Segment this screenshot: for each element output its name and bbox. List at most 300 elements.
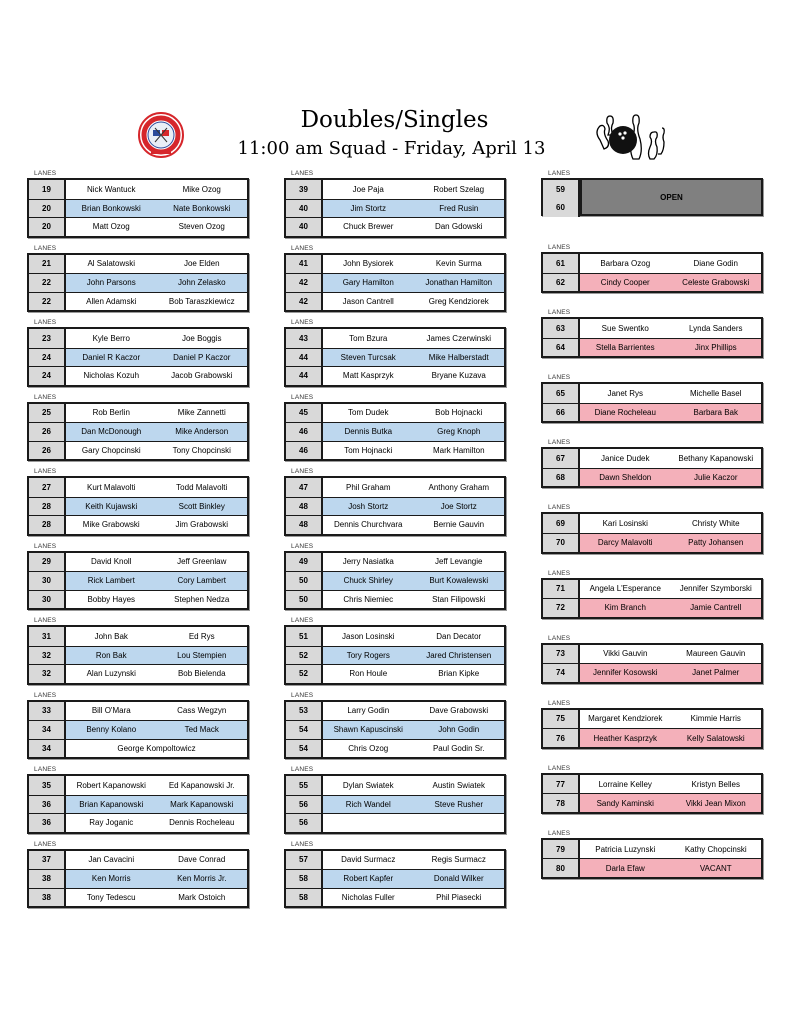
table-row [286,515,504,534]
lane-group [284,774,506,834]
bowler-name: Ed Rys [188,631,215,641]
table-row [286,646,504,665]
table-row [29,255,247,274]
bowler-name: Burt Kowalewski [414,572,505,590]
lane-number: 58 [286,870,323,888]
lane-group [284,551,506,611]
bowler-name: Dennis Butka [323,423,414,441]
bowler-name: Cass Wegzyn [177,706,227,716]
lane-group [541,578,763,619]
bowler-name: John Bak [94,631,128,641]
bowler-name: Nick Wantuck [86,184,136,194]
bowler-name: VACANT [671,859,762,877]
lanes-label: LANES [291,542,314,550]
bowler-name: Ted Mack [157,721,248,739]
bowler-name: Kelly Salatowski [671,729,762,747]
bowler-name: Austin Swiatek [432,780,485,790]
bowler-name: Janet Rys [607,388,644,398]
lanes-label: LANES [291,617,314,624]
bowler-name: Gary Hamilton [323,274,414,292]
bowler-name: Christy White [691,519,740,529]
lane-group [284,625,506,685]
table-row [286,571,504,590]
bowler-name: Rich Wandel [323,796,414,814]
table-row [29,571,247,590]
lanes-label: LANES [548,244,571,251]
bowler-name: Dave Grabowski [429,706,489,716]
bowler-name: Patricia Luzynski [595,844,656,854]
lanes-label: LANES [548,829,571,837]
bowler-name: Dan Gdowski [434,222,483,232]
lane-number: 79 [543,840,580,859]
lane-group [541,512,763,553]
bowler-name: Dan McDonough [66,423,157,441]
table-row [29,366,247,385]
lane-group [284,402,506,462]
bowler-name: Dan Decator [436,631,482,641]
bowler-name: Kristyn Belles [691,779,740,789]
bowler-name: Jerry Nasiatka [342,557,394,567]
table-row [29,888,247,907]
lane-group [284,849,506,909]
bowler-name: Phil Graham [346,482,391,492]
bowler-name: Janice Dudek [601,454,650,464]
bowler-name: David Surmacz [341,855,396,865]
table-row [543,449,761,468]
bowler-name: Kurt Malavolti [87,482,136,492]
lanes-label: LANES [34,244,57,252]
bowler-name: Dennis Churchvara [334,520,403,530]
bowler-name: Fred Rusin [414,200,505,218]
bowler-name: Chris Ozog [348,743,389,753]
bowler-name: Mike Anderson [157,423,248,441]
lane-number: 24 [29,349,66,367]
lane-number: 48 [286,516,323,534]
bowler-name: Alan Luzynski [86,669,136,679]
table-row [29,776,247,795]
table-row [29,795,247,814]
bowler-name: Todd Malavolti [176,482,228,492]
table-row [286,813,504,832]
lanes-label: LANES [34,542,57,550]
lane-group [541,252,763,293]
lanes-label: LANES [548,439,571,447]
lane-number: 24 [29,367,66,385]
lane-group [27,625,249,685]
bowler-name: Kevin Surma [435,259,482,269]
lane-number: 40 [286,200,323,218]
bowler-name: Paul Godin Sr. [432,743,485,753]
lanes-label: LANES [291,393,314,401]
bowler-name: Ed Kapanowski Jr. [168,780,235,790]
table-row [543,533,761,552]
bowler-name: Kim Branch [580,599,671,617]
bowler-name: Dylan Swiatek [342,780,394,790]
table-row [29,590,247,609]
bowler-name: Gary Chopcinski [81,445,141,455]
lane-number: 43 [286,329,323,348]
lane-number: 54 [286,740,323,758]
bowler-name: Joe Elden [183,259,220,269]
bowler-name: Stephen Nedza [174,594,230,604]
lane-number: 64 [543,339,580,357]
table-row [29,348,247,367]
lane-group [27,253,249,313]
lanes-label: LANES [548,504,571,512]
lane-number: 50 [286,591,323,609]
bowler-name: Matt Ozog [92,222,130,232]
table-row [286,422,504,441]
lane-group [27,327,249,387]
lane-number: 41 [286,255,323,274]
bowler-name: Benny Kolano [66,721,157,739]
bowler-name: Anthony Graham [428,482,489,492]
table-row [286,888,504,907]
bowler-name: Heather Kasprzyk [580,729,671,747]
lanes-label: LANES [291,319,314,326]
bowler-name: Daniel P Kaczor [157,349,248,367]
bowler-name: Jamie Cantrell [671,599,762,617]
bowler-name: Patty Johansen [671,534,762,552]
table-row [286,702,504,721]
bowler-name: John Godin [414,721,505,739]
bowler-name: Larry Godin [347,706,390,716]
lane-number: 71 [543,580,580,599]
bowler-name: Cindy Cooper [580,274,671,292]
lanes-label: LANES [34,319,57,326]
lane-number: 20 [29,200,66,218]
bowler-name: Lynda Sanders [688,323,743,333]
table-row [286,869,504,888]
table-row [286,739,504,758]
table-row [29,720,247,739]
table-row [286,664,504,683]
table-row [286,795,504,814]
bowler-name: Barbara Bak [671,404,762,422]
bowler-name-empty [323,814,504,832]
bowler-name: George Kompoltowicz [117,743,196,753]
table-row [29,199,247,218]
lane-number: 34 [29,721,66,739]
lane-number: 44 [286,349,323,367]
lane-number: 75 [543,710,580,729]
bowler-name: Tom Hojnacki [344,445,393,455]
lane-number: 51 [286,627,323,646]
bowler-name: Celeste Grabowski [671,274,762,292]
bowler-name: Diane Godin [693,258,738,268]
lanes-label: LANES [34,691,57,699]
lane-number: 46 [286,442,323,460]
bowler-name: John Bysiorek [343,259,394,269]
bowler-name: Sandy Kaminski [580,794,671,812]
lane-number: 66 [543,404,580,422]
bowler-name: Jinx Phillips [671,339,762,357]
lanes-label: LANES [548,309,571,317]
table-row [286,366,504,385]
bowler-name: Nicholas Kozuh [83,371,140,381]
lane-group [541,773,763,814]
bowler-name: Robert Kapfer [323,870,414,888]
lane-group [541,317,763,358]
bowler-name: Mike Ozog [182,184,221,194]
lane-group [541,708,763,749]
lane-number: 78 [543,794,580,812]
table-row [29,869,247,888]
lane-number: 22 [29,293,66,311]
lane-number: 44 [286,367,323,385]
lane-number: 56 [286,796,323,814]
table-row [29,217,247,236]
table-row [29,702,247,721]
lane-group [27,178,249,238]
bowler-name: Steven Ozog [178,222,225,232]
lane-number: 32 [29,647,66,665]
table-row [286,627,504,646]
lanes-label: LANES [291,170,314,177]
lanes-label: LANES [548,634,571,642]
lanes-label: LANES [34,840,57,848]
bowler-name: Matt Kasprzyk [342,371,394,381]
table-row [29,553,247,572]
lane-group [27,700,249,760]
lane-number: 70 [543,534,580,552]
lane-number: 60 [543,199,580,218]
bowler-name: Brian Kipke [438,669,480,679]
table-row [29,627,247,646]
lane-number: 52 [286,647,323,665]
bowler-name: Jan Cavacini [88,855,135,865]
bowler-name: Julie Kaczor [671,469,762,487]
bowler-name: Jared Christensen [414,647,505,665]
table-row [29,646,247,665]
table-row [29,292,247,311]
bowler-name: Steven Turcsak [323,349,414,367]
bowler-name: Jeff Levangie [435,557,483,567]
table-row [286,273,504,292]
lane-group [284,476,506,536]
lane-group [284,327,506,387]
lane-group [284,700,506,760]
lanes-label: LANES [291,691,314,699]
bowler-name: Bill O'Mara [91,706,131,716]
table-row [543,338,761,357]
lane-number: 31 [29,627,66,646]
bowler-name: Tory Rogers [323,647,414,665]
lane-group [27,774,249,834]
table-row [543,384,761,403]
table-row [286,404,504,423]
bowler-name: Lorraine Kelley [598,779,652,789]
table-row [286,851,504,870]
lane-number: 47 [286,478,323,497]
lanes-label: LANES [34,617,57,624]
bowler-name: Daniel R Kaczor [66,349,157,367]
lanes-label: LANES [34,170,57,177]
bowler-name: Darla Efaw [580,859,671,877]
lane-number: 30 [29,572,66,590]
table-row [286,329,504,348]
bowler-name: Jason Losinski [342,631,395,641]
lane-number: 23 [29,329,66,348]
lane-number: 57 [286,851,323,870]
bowler-name: Josh Stortz [323,498,414,516]
bowler-name: Al Salatowski [87,259,136,269]
table-row [543,254,761,273]
lanes-label: LANES [34,468,57,475]
lane-number: 37 [29,851,66,870]
bowler-name: Jennifer Szymborski [679,584,752,594]
lane-number: 74 [543,664,580,682]
lanes-label: LANES [291,766,314,773]
bowler-name: Janet Palmer [671,664,762,682]
bowler-name: Angela L'Esperance [589,584,661,594]
bowler-name: Vikki Jean Mixon [671,794,762,812]
bowler-name: Ken Morris [66,870,157,888]
lanes-label: LANES [291,468,314,475]
table-row [29,739,247,758]
lane-number: 63 [543,319,580,338]
bowler-name: Tony Chopcinski [172,445,231,455]
lane-group [27,402,249,462]
open-lanes-cell: OPEN [580,180,761,214]
lane-number: 21 [29,255,66,274]
table-row [29,404,247,423]
bowler-name: Robert Szelag [433,184,485,194]
lane-number: 80 [543,859,580,877]
bowler-name: Mike Halberstadt [414,349,505,367]
lanes-label: LANES [291,244,314,252]
lane-number: 28 [29,516,66,534]
bowler-name: Rick Lambert [66,572,157,590]
bowler-name: Chris Niemiec [343,594,394,604]
table-row [286,217,504,236]
lane-number: 55 [286,776,323,795]
bowler-name: Bob Bielenda [177,669,226,679]
lane-number: 39 [286,180,323,199]
bowler-name: John Zelasko [157,274,248,292]
bowler-name: Keith Kujawski [66,498,157,516]
lane-number: 32 [29,665,66,683]
lane-group [541,643,763,684]
table-row [543,403,761,422]
lane-number: 50 [286,572,323,590]
table-row [29,497,247,516]
bowler-name: Lou Stempien [157,647,248,665]
lane-number: 72 [543,599,580,617]
bowler-name: Jacob Grabowski [171,371,233,381]
bowler-name: Steve Rusher [414,796,505,814]
lane-group [541,447,763,488]
bowler-name: Ken Morris Jr. [157,870,248,888]
lanes-label: LANES [34,393,57,401]
table-row [286,478,504,497]
lane-number: 73 [543,645,580,664]
table-row [286,255,504,274]
lane-group [27,551,249,611]
page-title: Doubles/Singles [300,107,489,133]
bowler-name: Sue Swentko [601,323,649,333]
bowler-name: Bernie Gauvin [433,520,485,530]
bowler-name: Mark Ostoich [178,892,226,902]
table-row [543,319,761,338]
lane-number: 28 [29,498,66,516]
bowler-name: Michelle Basel [689,388,742,398]
bowler-name: Tom Bzura [349,333,388,343]
bowler-name: Allen Adamski [86,296,137,306]
bowler-name: Stella Barrientes [580,339,671,357]
lane-number: 61 [543,254,580,273]
page-subtitle: 11:00 am Squad - Friday, April 13 [237,138,546,159]
table-row [29,441,247,460]
bowler-name: Tony Tedescu [86,892,136,902]
bowler-name: Kimmie Harris [690,714,741,724]
table-row [286,441,504,460]
bowler-name: Barbara Ozog [600,258,651,268]
lane-number: 69 [543,514,580,533]
table-row [286,776,504,795]
bowler-name: Donald Wilker [414,870,505,888]
table-row [286,292,504,311]
table-row [29,273,247,292]
bowler-name: Bob Taraszkiewicz [168,296,235,306]
bowler-name: Margaret Kendziorek [588,714,663,724]
lane-number: 26 [29,442,66,460]
lane-number: 62 [543,274,580,292]
bowler-name: Maureen Gauvin [686,649,746,659]
lane-number: 53 [286,702,323,721]
bowler-name: Jason Cantrell [342,296,394,306]
table-row [543,793,761,812]
bowler-name: David Knoll [91,557,132,567]
table-row [29,180,247,199]
bowler-name: Greg Knoph [414,423,505,441]
bowler-name: Mark Kapanowski [157,796,248,814]
table-row [543,663,761,682]
lane-number: 54 [286,721,323,739]
lane-number: 40 [286,218,323,236]
lane-number: 65 [543,384,580,403]
lane-number: 42 [286,274,323,292]
bowler-name: Jonathan Hamilton [414,274,505,292]
bowler-name: Chuck Shirley [323,572,414,590]
table-row [29,478,247,497]
lane-number: 68 [543,469,580,487]
bowler-name: Mike Zannetti [177,408,226,418]
bowler-name: Bethany Kapanowski [678,454,754,464]
lane-group [541,838,763,879]
bowler-name: Diane Rocheleau [580,404,671,422]
lane-number: 29 [29,553,66,572]
lane-group [27,849,249,909]
bowler-name: Jeff Greenlaw [177,557,227,567]
bowler-name: Scott Binkley [157,498,248,516]
lanes-label: LANES [548,764,571,772]
lane-number: 33 [29,702,66,721]
lane-number: 49 [286,553,323,572]
table-row [286,720,504,739]
table-row [543,580,761,599]
bowler-name: Jennifer Kosowski [580,664,671,682]
lanes-label: LANES [548,374,571,382]
bowler-name: Ron Houle [349,669,388,679]
bowler-name: Dennis Rocheleau [169,818,235,828]
lanes-label: LANES [34,766,57,773]
bowler-name: Ray Joganic [89,818,134,828]
bowler-name: Joe Stortz [414,498,505,516]
bowler-name: Bryane Kuzava [431,371,486,381]
lane-number: 22 [29,274,66,292]
lane-group [27,476,249,536]
